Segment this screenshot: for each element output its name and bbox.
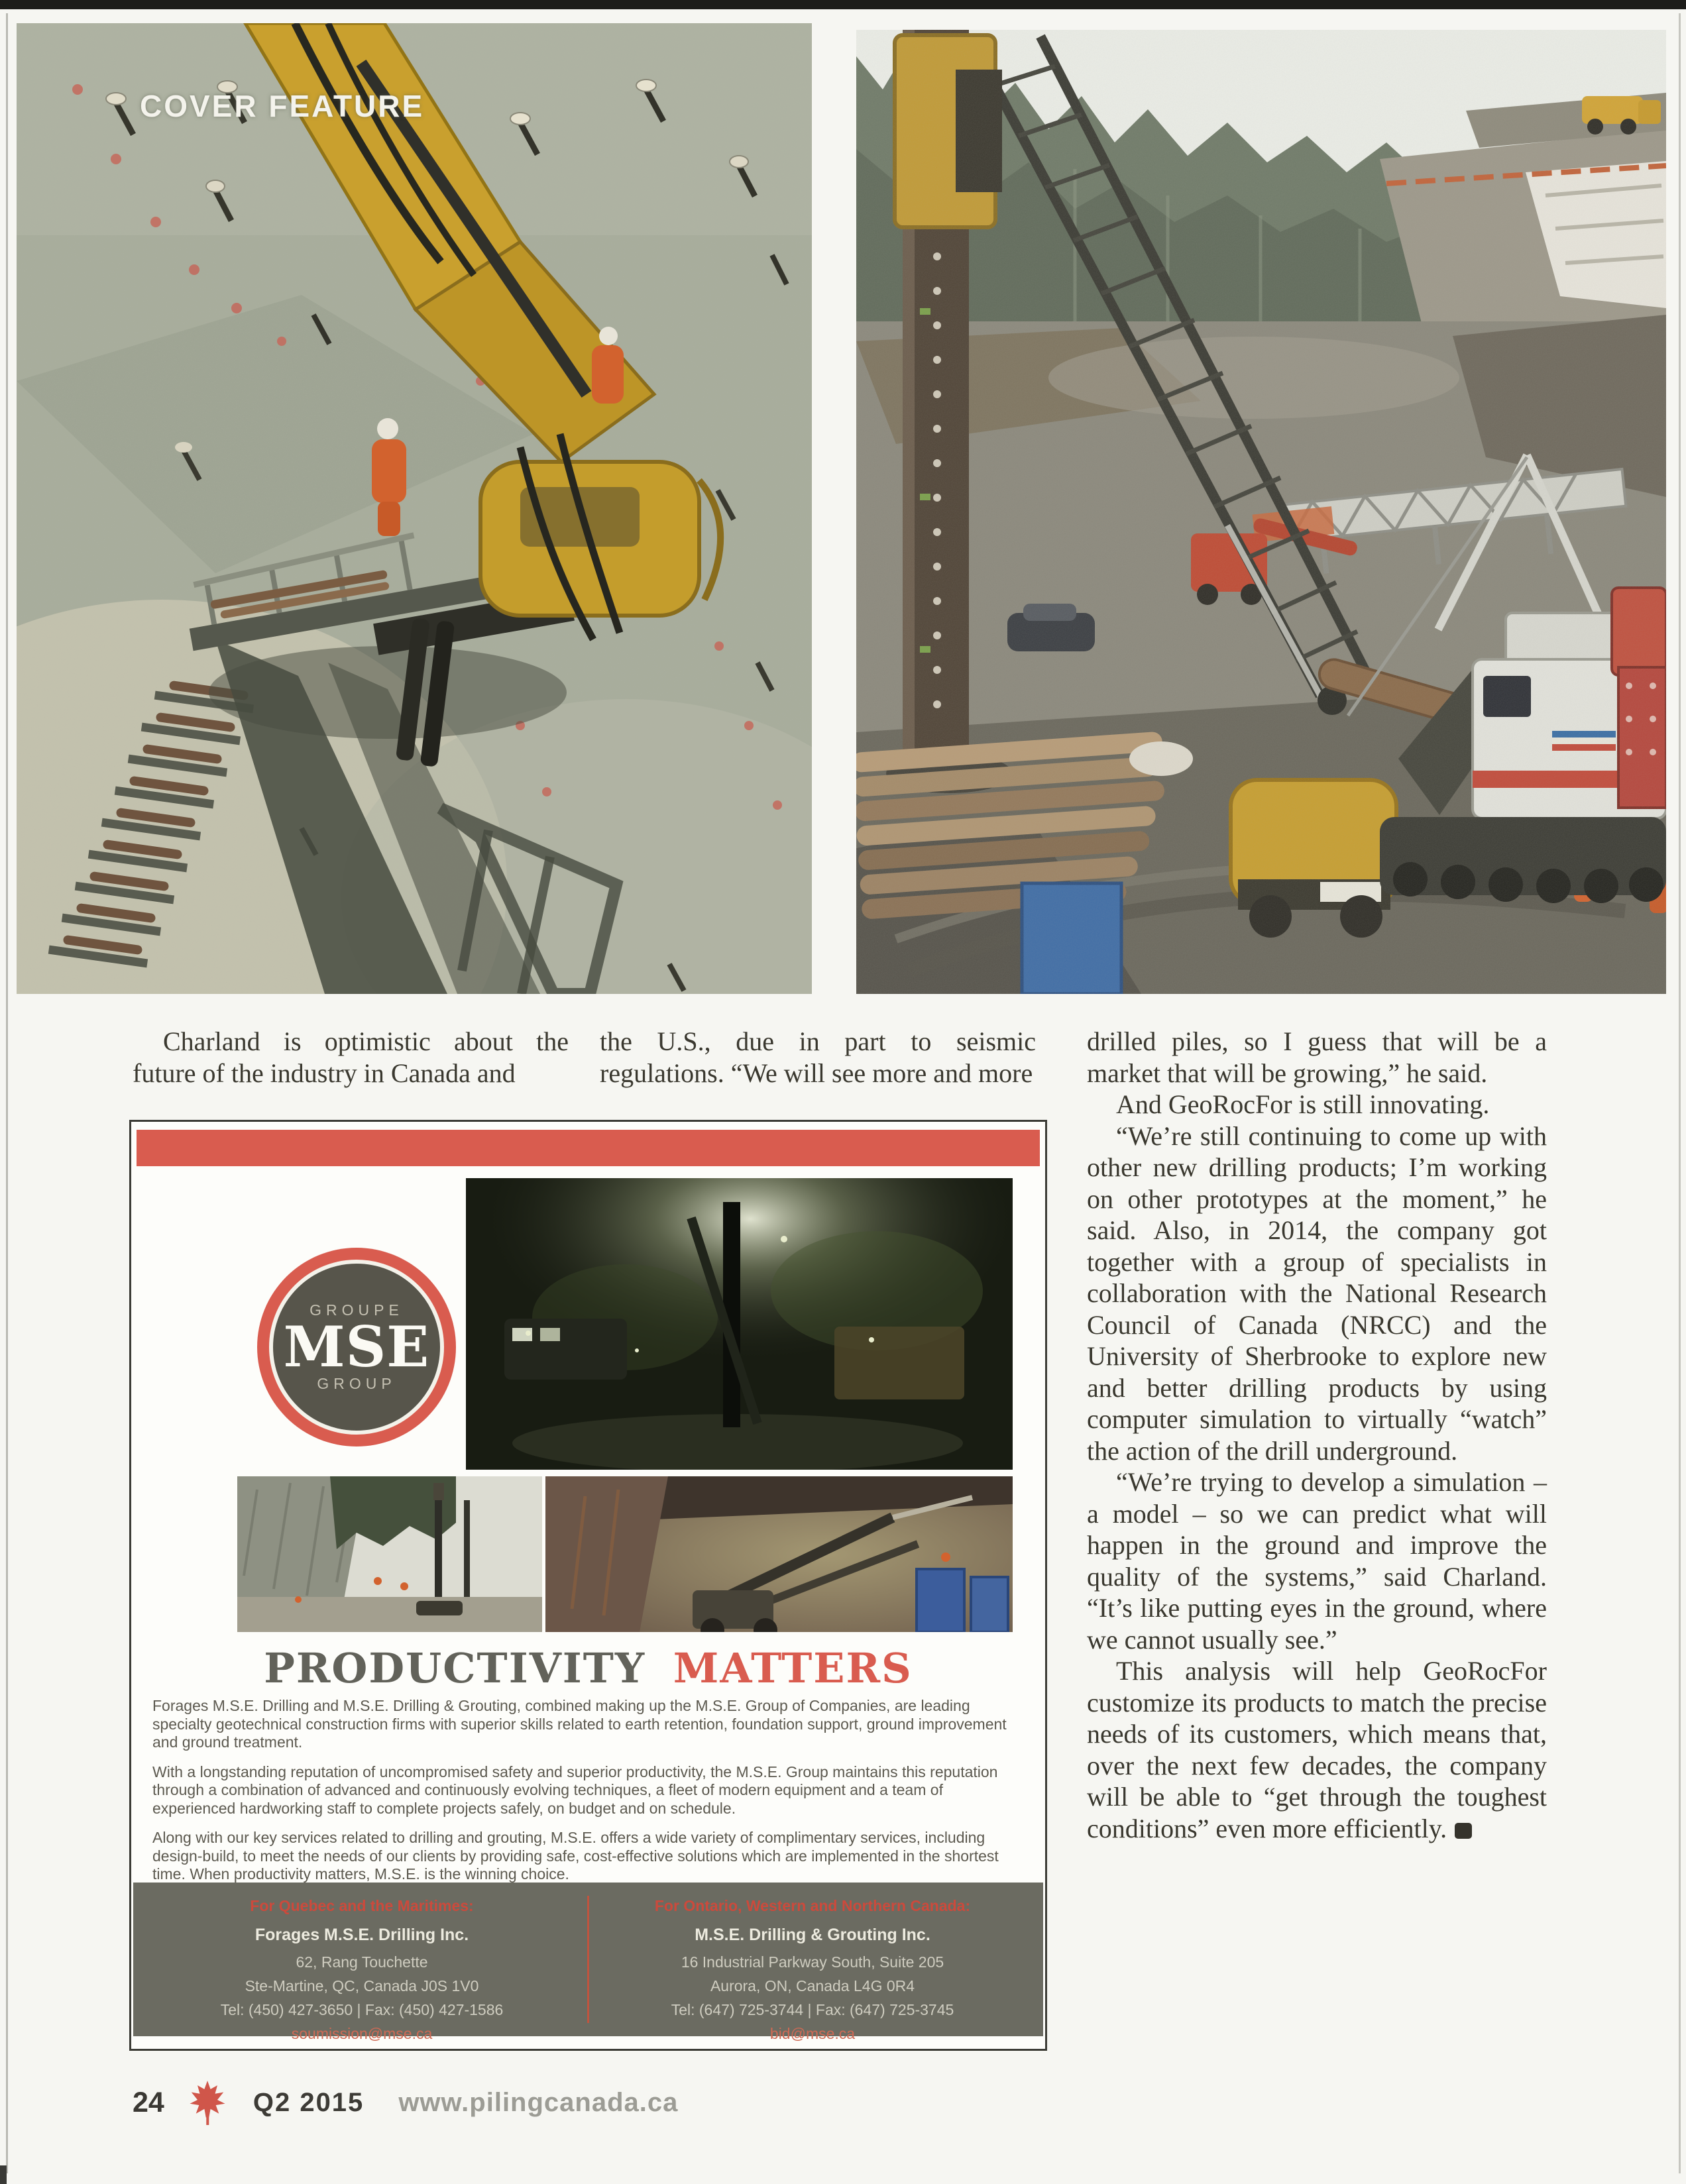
contact-line: Tel: (450) 427-3650 | Fax: (450) 427-1586 <box>220 2001 504 2018</box>
headline-productivity: PRODUCTIVITY <box>264 1644 646 1692</box>
contact-lines <box>163 1950 561 2022</box>
cover-feature-label: COVER FEATURE <box>140 89 425 123</box>
photo-slope-drilling <box>17 23 812 994</box>
article-paragraph: “We’re trying to develop a simulation – a model – so we can predict what will happen in the ground and improve the quality of the systems,” said Charland. “It’s like putting eyes in the ground, where we cannot usually see.” <box>1087 1467 1547 1655</box>
scan-edge-corner <box>0 2165 7 2184</box>
mse-group-logo <box>257 1248 456 1447</box>
article-paragraph: “We’re still continuing to come up with other new drilling products; I’m working on other prototypes at the moment,” he said. Also, in 2014, the company got together with a group of specialists in collaboration with the National Research Council of Canada (NRCC) and the University of Sherbrooke to explore new and better drilling products by using computer simulation to virtually “watch” the action of the drill underground. <box>1087 1120 1547 1466</box>
headline-matters: MATTERS <box>673 1644 913 1692</box>
ad-photo-night-drilling <box>466 1178 1013 1470</box>
contact-line: 16 Industrial Parkway South, Suite 205 <box>681 1953 944 1971</box>
scan-edge-right <box>1679 13 1681 2173</box>
article-column-2: the U.S., due in part to seismic regulations. “We will see more and more <box>600 1026 1036 1088</box>
ad-paragraph: Forages M.S.E. Drilling and M.S.E. Drilling & Grouting, combined making up the M.S.E. Group of Companies, are leading specialty geotechnical construction firms with superior skills related to earth retention, foundation support, ground improvement and ground treatment. <box>152 1697 1007 1751</box>
contact-email: bid@mse.ca <box>769 2025 856 2042</box>
ad-photo-underground <box>545 1476 1013 1632</box>
ad-contact-block <box>133 1883 1043 2042</box>
contact-line: Aurora, ON, Canada L4G 0R4 <box>710 1977 915 1994</box>
ad-photo-rock-cut <box>237 1476 542 1632</box>
issue-label: Q2 2015 <box>253 2087 365 2117</box>
contact-ontario <box>614 1897 1011 2046</box>
scan-edge-left <box>6 13 8 2173</box>
slope-photo-art <box>17 23 812 994</box>
article-column-3 <box>1087 1026 1547 1844</box>
ad-paragraph: With a longstanding reputation of uncompromised safety and superior productivity, the M.S.E. Group maintains this reputation through a combination of advanced and continuously evolving techniques, a fleet of modern equipment and a team of experienced hardworking staff to complete projects safely, on budget and on schedule. <box>152 1763 998 1817</box>
contact-heading: For Quebec and the Maritimes: <box>250 1897 474 1914</box>
contact-heading: For Ontario, Western and Northern Canada: <box>654 1897 971 1914</box>
article-paragraph: drilled piles, so I guess that will be a market that will be growing,” he said. <box>1087 1026 1547 1088</box>
ad-paragraph: Along with our key services related to drilling and grouting, M.S.E. offers a wide variety of complimentary services, including design-build, to meet the needs of our clients by providing safe, cost-effective solutions which are implemented in the shortest time. When productivity matters, M.S.E. is the winning choice. <box>152 1829 999 1883</box>
contact-line: Ste-Martine, QC, Canada J0S 1V0 <box>245 1977 479 1994</box>
photo-crane-site <box>856 30 1666 994</box>
contact-email: soumission@mse.ca <box>291 2025 433 2042</box>
logo-text-group: GROUP <box>317 1375 396 1392</box>
article-column-1: Charland is optimistic about the future of the industry in Canada and <box>133 1026 569 1088</box>
ad-red-bar <box>137 1130 1040 1166</box>
contact-divider <box>587 1896 589 2023</box>
mse-logo-inner-circle <box>269 1260 444 1435</box>
page-footer <box>133 2079 678 2126</box>
contact-company-name: M.S.E. Drilling & Grouting Inc. <box>695 1926 930 1944</box>
mse-advertisement <box>129 1120 1047 2051</box>
logo-text-mse: MSE <box>283 1314 430 1380</box>
ad-paragraphs <box>152 1697 1027 1895</box>
contact-lines <box>614 1950 1011 2022</box>
article-paragraph: And GeoRocFor is still innovating. <box>1116 1089 1490 1119</box>
contact-quebec <box>163 1897 561 2046</box>
crane-photo-art <box>856 30 1666 994</box>
article-paragraph: This analysis will help GeoRocFor customize its products to match the precise needs of its customers, which means that, over the next few decades, the company will be able to “get through the toughest conditions” even more efficiently. <box>1087 1656 1547 1843</box>
contact-line: Tel: (647) 725-3744 | Fax: (647) 725-3745 <box>671 2001 954 2018</box>
ad-headline <box>131 1644 1045 1692</box>
page-number: 24 <box>133 2086 164 2118</box>
website-url: www.pilingcanada.ca <box>398 2087 679 2117</box>
contact-line: 62, Rang Touchette <box>296 1953 428 1971</box>
contact-company-name: Forages M.S.E. Drilling Inc. <box>254 1926 469 1944</box>
scan-edge-top <box>0 0 1686 9</box>
maple-leaf-icon <box>187 2080 228 2125</box>
logo-text-groupe: GROUPE <box>309 1301 404 1319</box>
